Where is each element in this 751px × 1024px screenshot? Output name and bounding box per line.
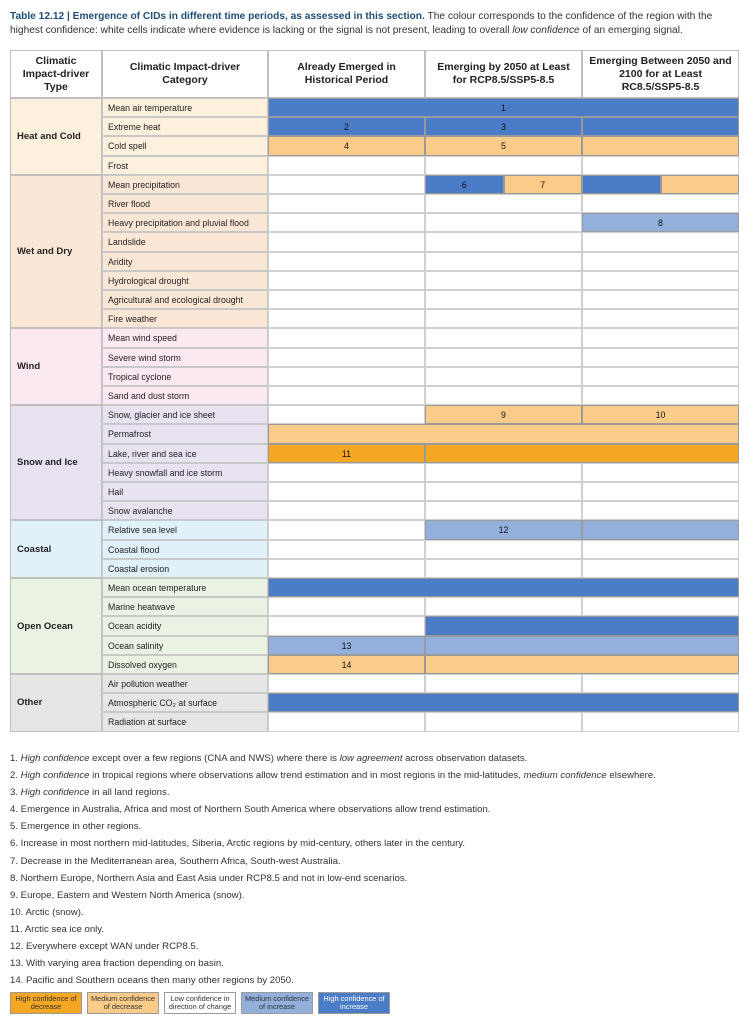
- category-cell: Mean wind speed: [102, 328, 268, 347]
- empty-cell: [582, 482, 739, 501]
- header-by-2050: Emerging by 2050 at Least for RCP8.5/SSP5-8.5: [425, 50, 582, 98]
- confidence-bar: [268, 424, 739, 443]
- empty-cell: [268, 328, 425, 347]
- header-type: Climatic Impact-driver Type: [10, 50, 102, 98]
- category-cell: River flood: [102, 194, 268, 213]
- empty-cell: [582, 156, 739, 175]
- empty-cell: [425, 712, 582, 731]
- confidence-bar: 10: [582, 405, 739, 424]
- confidence-bar: [425, 616, 739, 635]
- empty-cell: [268, 674, 425, 693]
- footnote-part: 10.: [10, 906, 26, 918]
- empty-cell: [425, 213, 582, 232]
- empty-cell: [268, 482, 425, 501]
- empty-cell: [425, 501, 582, 520]
- footnote-part: 2.: [10, 770, 21, 782]
- footnote-part: 1.: [10, 753, 21, 764]
- confidence-bar: [425, 444, 739, 463]
- confidence-bar: [268, 578, 739, 597]
- footnote: [10, 801, 742, 818]
- empty-cell: [425, 540, 582, 559]
- category-cell: Dissolved oxygen: [102, 655, 268, 674]
- category-cell: Permafrost: [102, 424, 268, 443]
- empty-cell: [268, 194, 425, 213]
- empty-cell: [425, 597, 582, 616]
- empty-cell: [268, 348, 425, 367]
- category-cell: Mean precipitation: [102, 175, 268, 194]
- empty-cell: [268, 290, 425, 309]
- category-cell: Sand and dust storm: [102, 386, 268, 405]
- empty-cell: [425, 463, 582, 482]
- footnote-part: 7.: [10, 855, 21, 867]
- footnote-part: High confidence: [20, 787, 90, 799]
- footnote-part: 9.: [10, 889, 21, 901]
- confidence-bar: 4: [268, 136, 425, 155]
- category-cell: Severe wind storm: [102, 348, 268, 367]
- footnote-part: Everywhere except WAN under RCP8.5.: [26, 941, 199, 953]
- empty-cell: [425, 156, 582, 175]
- footnote: [10, 818, 742, 835]
- category-cell: Extreme heat: [102, 117, 268, 136]
- footnote-part: High confidence: [20, 753, 90, 764]
- empty-cell: [425, 559, 582, 578]
- category-cell: Coastal erosion: [102, 559, 268, 578]
- empty-cell: [425, 367, 582, 386]
- footnote-part: medium confidence: [523, 770, 607, 782]
- empty-cell: [268, 309, 425, 328]
- category-cell: Hydrological drought: [102, 271, 268, 290]
- footnote: [10, 887, 742, 904]
- empty-cell: [268, 405, 425, 424]
- empty-cell: [582, 386, 739, 405]
- category-cell: Aridity: [102, 252, 268, 271]
- empty-cell: [582, 252, 739, 271]
- confidence-bar: 12: [425, 520, 582, 539]
- empty-cell: [268, 213, 425, 232]
- confidence-bar: [268, 693, 739, 712]
- group-label: Wet and Dry: [10, 175, 102, 329]
- caption-text-b: of an emerging signal.: [579, 24, 683, 36]
- group-label: Wind: [10, 328, 102, 405]
- confidence-bar: [582, 117, 739, 136]
- empty-cell: [582, 271, 739, 290]
- legend-item: Medium confidence of increase: [241, 992, 313, 1014]
- empty-cell: [425, 386, 582, 405]
- category-cell: Mean air temperature: [102, 98, 268, 117]
- empty-cell: [425, 482, 582, 501]
- category-cell: Tropical cyclone: [102, 367, 268, 386]
- footnote-part: High confidence: [20, 770, 90, 782]
- empty-cell: [425, 290, 582, 309]
- empty-cell: [268, 386, 425, 405]
- footnote-part: low agreement: [339, 753, 403, 764]
- footnote-part: 3.: [10, 787, 21, 799]
- empty-cell: [268, 520, 425, 539]
- empty-cell: [268, 367, 425, 386]
- footnotes: [10, 750, 742, 989]
- confidence-bar: [425, 636, 739, 655]
- footnote-part: Pacific and Southern oceans then many other regions by 2050.: [26, 975, 294, 987]
- empty-cell: [425, 252, 582, 271]
- footnote-part: Emergence in Australia, Africa and most of Northern South America where observations allow trend estimation.: [20, 804, 491, 816]
- footnote-part: 6.: [10, 838, 21, 850]
- confidence-bar: 2: [268, 117, 425, 136]
- footnote-part: elsewhere.: [606, 770, 656, 782]
- header-2050-2100: Emerging Between 2050 and 2100 for at Least RC8.5/SSP5-8.5: [582, 50, 739, 98]
- confidence-bar: 7: [504, 175, 583, 194]
- footnote-part: With varying area fraction depending on basin.: [26, 958, 224, 970]
- footnote: [10, 921, 742, 938]
- caption-text-a: The colour corresponds to the confidence of the region with the highest confidence: white cells indicate where evidence is lacking or the signal is not present, leading to overall: [10, 11, 713, 36]
- empty-cell: [582, 559, 739, 578]
- category-cell: Cold spell: [102, 136, 268, 155]
- empty-cell: [425, 194, 582, 213]
- footnote-part: 5.: [10, 821, 21, 833]
- category-cell: Atmospheric CO₂ at surface: [102, 693, 268, 712]
- category-cell: Air pollution weather: [102, 674, 268, 693]
- category-cell: Marine heatwave: [102, 597, 268, 616]
- category-cell: Snow avalanche: [102, 501, 268, 520]
- footnote: [10, 853, 742, 870]
- empty-cell: [425, 232, 582, 251]
- footnote-part: Decrease in the Mediterranean area, Southern Africa, South-west Australia.: [20, 855, 341, 867]
- empty-cell: [268, 156, 425, 175]
- footnote-part: 12.: [10, 941, 27, 953]
- confidence-bar: 5: [425, 136, 582, 155]
- footnote: [10, 938, 742, 955]
- empty-cell: [582, 348, 739, 367]
- legend: [10, 992, 390, 1014]
- header-category: Climatic Impact-driver Category: [102, 50, 268, 98]
- category-cell: Heavy snowfall and ice storm: [102, 463, 268, 482]
- empty-cell: [582, 712, 739, 731]
- footnote: [10, 904, 742, 921]
- footnote-part: 13.: [10, 958, 27, 970]
- legend-item: High confidence of increase: [318, 992, 390, 1014]
- confidence-bar: [425, 655, 739, 674]
- footnote: [10, 972, 742, 989]
- empty-cell: [582, 367, 739, 386]
- confidence-bar: 14: [268, 655, 425, 674]
- footnote: [10, 767, 742, 784]
- footnote-part: in all land regions.: [89, 787, 170, 799]
- category-cell: Ocean salinity: [102, 636, 268, 655]
- category-cell: Radiation at surface: [102, 712, 268, 731]
- header-historical: Already Emerged in Historical Period: [268, 50, 425, 98]
- footnote-part: Northern Europe, Northern Asia and East Asia under RCP8.5 and not in low-end scenarios.: [20, 872, 408, 884]
- group-label: Coastal: [10, 520, 102, 578]
- empty-cell: [268, 232, 425, 251]
- footnote-part: 14.: [10, 975, 27, 987]
- confidence-bar: 11: [268, 444, 425, 463]
- category-cell: Coastal flood: [102, 540, 268, 559]
- footnote-part: Increase in most northern mid-latitudes, Siberia, Arctic regions by mid-century, others later in the century.: [20, 838, 466, 850]
- empty-cell: [425, 348, 582, 367]
- empty-cell: [582, 463, 739, 482]
- group-label: Heat and Cold: [10, 98, 102, 175]
- empty-cell: [268, 463, 425, 482]
- empty-cell: [268, 271, 425, 290]
- empty-cell: [425, 328, 582, 347]
- category-cell: Landslide: [102, 232, 268, 251]
- confidence-bar: 9: [425, 405, 582, 424]
- group-label: Other: [10, 674, 102, 732]
- empty-cell: [582, 501, 739, 520]
- category-cell: Fire weather: [102, 309, 268, 328]
- footnote: [10, 750, 742, 767]
- empty-cell: [268, 501, 425, 520]
- category-cell: Lake, river and sea ice: [102, 444, 268, 463]
- empty-cell: [425, 674, 582, 693]
- confidence-bar: 6: [425, 175, 504, 194]
- legend-item: Low confidence in direction of change: [164, 992, 236, 1014]
- confidence-bar: 8: [582, 213, 739, 232]
- empty-cell: [268, 559, 425, 578]
- confidence-bar: [582, 175, 661, 194]
- empty-cell: [268, 616, 425, 635]
- footnote-part: 8.: [10, 872, 21, 884]
- cid-table: [10, 50, 739, 730]
- table-label: Table 12.12 | Emergence of CIDs in different time periods, as assessed in this section.: [10, 11, 425, 22]
- category-cell: Relative sea level: [102, 520, 268, 539]
- category-cell: Frost: [102, 156, 268, 175]
- empty-cell: [425, 309, 582, 328]
- empty-cell: [268, 252, 425, 271]
- empty-cell: [582, 194, 739, 213]
- caption-italic: low confidence: [512, 24, 580, 36]
- footnote-part: 4.: [10, 804, 21, 816]
- category-cell: Heavy precipitation and pluvial flood: [102, 213, 268, 232]
- category-cell: Agricultural and ecological drought: [102, 290, 268, 309]
- category-cell: Hail: [102, 482, 268, 501]
- empty-cell: [268, 597, 425, 616]
- footnote-part: Emergence in other regions.: [20, 821, 142, 833]
- empty-cell: [582, 232, 739, 251]
- footnote-part: Europe, Eastern and Western North America (snow).: [20, 889, 245, 901]
- confidence-bar: [661, 175, 740, 194]
- empty-cell: [268, 175, 425, 194]
- confidence-bar: [582, 520, 739, 539]
- group-label: Snow and Ice: [10, 405, 102, 520]
- footnote: [10, 870, 742, 887]
- footnote-part: except over a few regions (CNA and NWS) where there is: [89, 753, 340, 764]
- footnote-part: across observation datasets.: [402, 753, 528, 764]
- footnote: [10, 835, 742, 852]
- empty-cell: [582, 309, 739, 328]
- category-cell: Mean ocean temperature: [102, 578, 268, 597]
- confidence-bar: 1: [268, 98, 739, 117]
- legend-item: Medium confidence of decrease: [87, 992, 159, 1014]
- empty-cell: [582, 674, 739, 693]
- footnote-part: 11.: [10, 923, 25, 935]
- confidence-bar: 13: [268, 636, 425, 655]
- empty-cell: [582, 290, 739, 309]
- confidence-bar: [582, 136, 739, 155]
- legend-item: High confidence of decrease: [10, 992, 82, 1014]
- group-label: Open Ocean: [10, 578, 102, 674]
- empty-cell: [268, 540, 425, 559]
- empty-cell: [425, 271, 582, 290]
- category-cell: Snow, glacier and ice sheet: [102, 405, 268, 424]
- empty-cell: [582, 540, 739, 559]
- footnote-part: Arctic sea ice only.: [24, 923, 105, 935]
- footnote: [10, 784, 742, 801]
- empty-cell: [268, 712, 425, 731]
- table-caption: [10, 10, 742, 37]
- empty-cell: [582, 328, 739, 347]
- footnote-part: Arctic (snow).: [25, 906, 84, 918]
- footnote-part: in tropical regions where observations allow trend estimation and in most regions in the mid-latitudes,: [89, 770, 524, 782]
- confidence-bar: 3: [425, 117, 582, 136]
- category-cell: Ocean acidity: [102, 616, 268, 635]
- empty-cell: [582, 597, 739, 616]
- footnote: [10, 955, 742, 972]
